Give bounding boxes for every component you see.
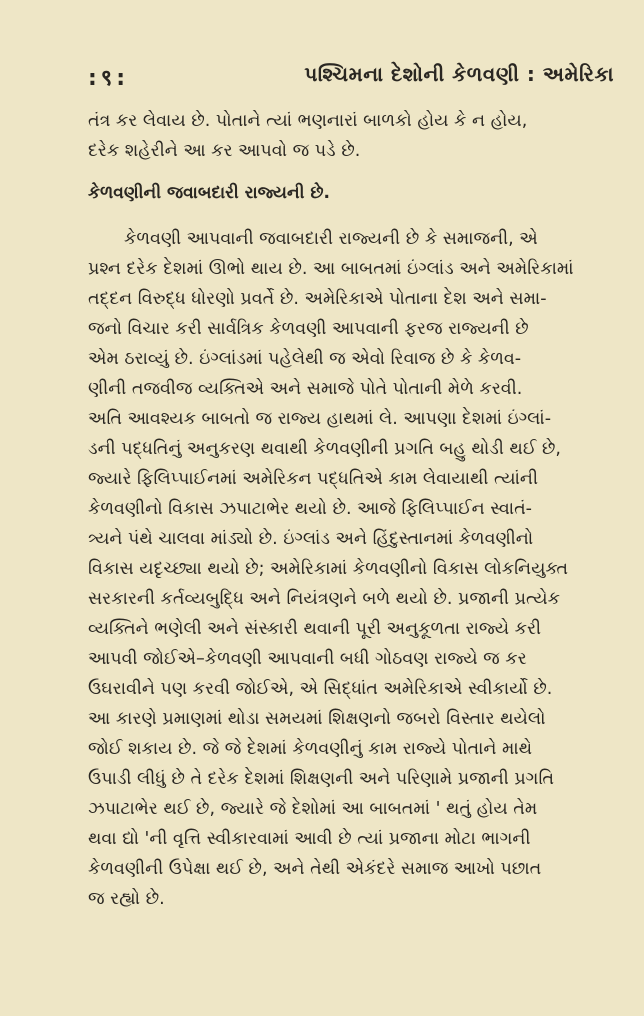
text-line: ત્ર્યને પંથે ચાલવા માંડ્યો છે. ઇંગ્લાંડ અને હિંદુસ્તાનમાં કેળવણીનો <box>88 529 534 549</box>
text-line: જ રહ્યો છે. <box>88 889 165 909</box>
text-line: થવા દ્યો 'ની વૃત્તિ સ્વીકારવામાં આવી છે ત્યાં પ્રજાના મોટા ભાગની <box>88 829 531 849</box>
text-line: આ કારણે પ્રમાણમાં થોડા સમયમાં શિક્ષણનો જબરો વિસ્તાર થયેલો <box>88 709 546 729</box>
text-line: કેળવણીની ઉપેક્ષા થઈ છે, અને તેથી એકંદરે સમાજ આખો પછાત <box>88 859 542 879</box>
text-line: કેળવણીનો વિકાસ ઝપાટાભેર થયો છે. આજે ફિલિપ્પાઈન સ્વાતં- <box>88 499 532 519</box>
section-heading: કેળવણીની જવાબદારી રાજ્યની છે. <box>88 183 330 203</box>
page-header <box>88 62 614 106</box>
text-line: જનો વિચાર કરી સાર્વત્રિક કેળવણી આપવાની ફરજ રાજ્યની છે <box>88 319 529 339</box>
text-line: સરકારની કર્તવ્યબુદ્ધિ અને નિયંત્રણને બળે થયો છે. પ્રજાની પ્રત્યેક <box>88 589 560 609</box>
text-line: તંત્ર કર લેવાય છે. પોતાને ત્યાં ભણનારાં બાળકો હોય કે ન હોય, <box>88 111 528 131</box>
text-line: પ્રશ્ન દરેક દેશમાં ઊભો થાય છે. આ બાબતમાં ઇંગ્લાંડ અને અમેરિકામાં <box>88 259 574 279</box>
text-line: કેળવણી આપવાની જવાબદારી રાજ્યની છે કે સમાજની, એ <box>124 229 538 249</box>
text-line: ઉપાડી લીધું છે તે દરેક દેશમાં શિક્ષણની અને પરિણામે પ્રજાની પ્રગતિ <box>88 769 555 789</box>
text-line: ઉઘરાવીને પણ કરવી જોઈએ, એ સિદ્ધાંત અમેરિકાએ સ્વીકાર્યો છે. <box>88 679 553 699</box>
text-line: એમ ઠરાવ્યું છે. ઇંગ્લાંડમાં પહેલેથી જ એવો રિવાજ છે કે કેળવ- <box>88 349 522 369</box>
main-paragraph <box>88 224 614 914</box>
text-line: વિકાસ યદૃચ્છ્યા થયો છે; અમેરિકામાં કેળવણીનો વિકાસ લોકનિયુક્ત <box>88 559 569 579</box>
text-line: ઝપાટાભેર થઈ છે, જ્યારે જે દેશોમાં આ બાબતમાં ' થતું હોય તેમ <box>88 799 538 819</box>
text-line: ણીની તજવીજ વ્યક્તિએ અને સમાજે પોતે પોતાની મેળે કરવી. <box>88 379 523 399</box>
running-title: પશ્ચિમના દેશોની કેળવણી : અમેરિકા <box>304 62 614 86</box>
text-line: તદ્દન વિરુદ્ધ ધોરણો પ્રવર્તે છે. અમેરિકાએ પોતાના દેશ અને સમા- <box>88 289 547 309</box>
text-line: જોઈ શકાય છે. જે જે દેશમાં કેળવણીનું કામ રાજ્યે પોતાને માથે <box>88 739 533 759</box>
text-line: વ્યક્તિને ભણેલી અને સંસ્કારી થવાની પૂરી અનુકૂળતા રાજ્યે કરી <box>88 619 542 639</box>
continued-paragraph <box>88 106 614 166</box>
text-line: અતિ આવશ્યક બાબતો જ રાજ્ય હાથમાં લે. આપણા દેશમાં ઇંગ્લાં- <box>88 409 552 429</box>
text-line: ડની પદ્ધતિનું અનુકરણ થવાથી કેળવણીની પ્રગતિ બહુ થોડી થઈ છે, <box>88 439 561 459</box>
text-line: દરેક શહેરીને આ કર આપવો જ પડે છે. <box>88 141 361 161</box>
page-number: :९: <box>88 66 130 91</box>
text-line: આપવી જોઈએ–કેળવણી આપવાની બધી ગોઠવણ રાજ્યે જ કર <box>88 649 527 669</box>
text-line: જ્યારે ફિલિપ્પાઈનમાં અમેરિકન પદ્ધતિએ કામ લેવાયાથી ત્યાંની <box>88 469 538 489</box>
